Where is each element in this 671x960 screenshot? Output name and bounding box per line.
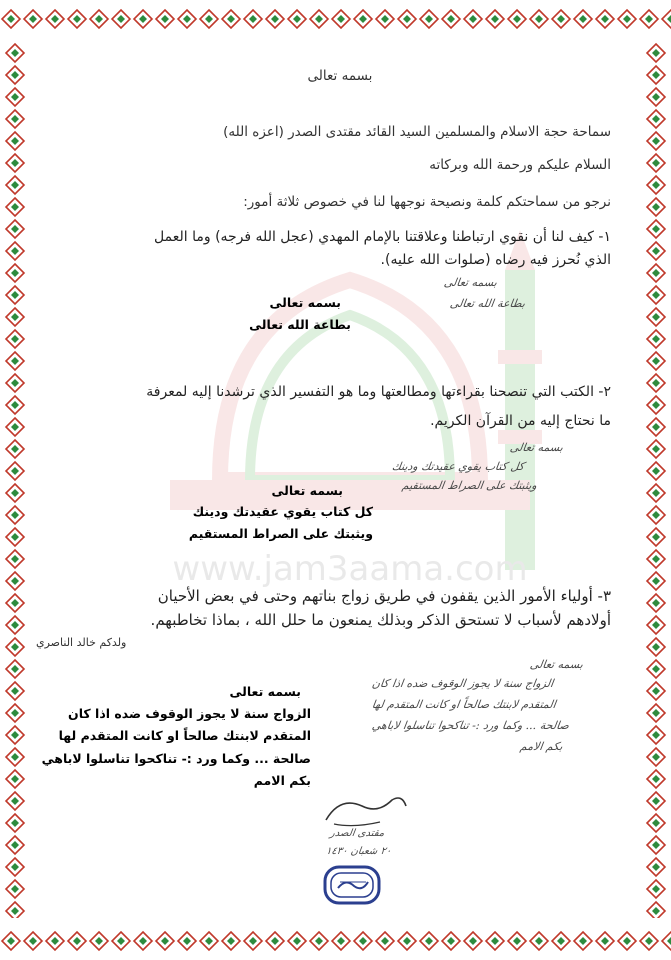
border-ornament xyxy=(244,10,262,28)
border-ornament xyxy=(6,44,24,62)
border-ornament xyxy=(420,932,438,950)
border-ornament xyxy=(647,88,665,106)
handwritten-answer-3-line-1: بسمه تعالى xyxy=(529,658,584,671)
border-ornament xyxy=(6,374,24,392)
border-ornament xyxy=(244,932,262,950)
border-ornament xyxy=(647,858,665,876)
border-ornament xyxy=(662,10,671,28)
border-ornament xyxy=(6,110,24,128)
border-ornament xyxy=(442,932,460,950)
border-ornament xyxy=(222,932,240,950)
border-ornament xyxy=(6,572,24,590)
border-ornament xyxy=(647,308,665,326)
border-ornament xyxy=(6,902,24,918)
border-ornament xyxy=(647,682,665,700)
handwritten-answer-3-line-5: بكم الامم xyxy=(519,740,564,753)
border-ornament xyxy=(6,506,24,524)
border-ornament xyxy=(6,814,24,832)
border-ornament xyxy=(596,932,614,950)
border-ornament xyxy=(647,374,665,392)
border-ornament xyxy=(266,932,284,950)
border-ornament xyxy=(112,10,130,28)
letter-greeting: السلام عليكم ورحمة الله وبركاته xyxy=(429,157,611,173)
border-ornament xyxy=(24,10,42,28)
border-ornament xyxy=(288,932,306,950)
answer-2-line-1: كل كتاب يقوي عقيدتك ودينك xyxy=(192,504,373,519)
office-stamp xyxy=(322,864,382,906)
border-ornament xyxy=(6,484,24,502)
border-ornament xyxy=(6,330,24,348)
border-ornament xyxy=(6,550,24,568)
border-ornament xyxy=(508,10,526,28)
border-ornament xyxy=(6,682,24,700)
border-ornament xyxy=(596,10,614,28)
border-ornament xyxy=(68,10,86,28)
border-ornament xyxy=(618,932,636,950)
border-ornament xyxy=(647,66,665,84)
border-ornament xyxy=(464,10,482,28)
border-ornament xyxy=(6,726,24,744)
border-ornament xyxy=(530,932,548,950)
border-ornament xyxy=(46,10,64,28)
border-ornament xyxy=(6,440,24,458)
answer-1-title: بسمه تعالى xyxy=(269,295,341,310)
border-ornament xyxy=(2,10,20,28)
border-ornament xyxy=(398,932,416,950)
handwritten-answer-3-line-4: صالحة ... وكما ورد :- تناكحوا تناسلوا لاباهي xyxy=(371,719,570,732)
handwritten-answer-1-line-2: بطاعة الله تعالى xyxy=(449,297,526,310)
border-ornament xyxy=(6,418,24,436)
border-ornament xyxy=(647,704,665,722)
border-ornament xyxy=(6,66,24,84)
border-ornament xyxy=(332,932,350,950)
border-ornament xyxy=(647,286,665,304)
question-2-line-1: ٢- الكتب التي تنصحنا بقراءتها ومطالعتها وما هو التفسير الذي ترشدنا إليه لمعرفة xyxy=(146,384,611,400)
border-ornament xyxy=(310,932,328,950)
border-ornament xyxy=(6,198,24,216)
border-ornament xyxy=(134,932,152,950)
border-ornament xyxy=(647,352,665,370)
question-1-line-2: الذي نُحرز فيه رضاه (صلوات الله عليه). xyxy=(380,252,611,268)
border-ornament xyxy=(6,88,24,106)
border-ornament xyxy=(647,462,665,480)
border-ornament xyxy=(647,902,665,918)
border-ornament xyxy=(647,176,665,194)
answer-2-title: بسمه تعالى xyxy=(271,483,343,498)
border-ornament xyxy=(662,932,671,950)
border-ornament xyxy=(530,10,548,28)
answer-3-line-2: المتقدم لابنتك صالحاً او كانت المتقدم لها xyxy=(58,728,311,743)
border-ornament xyxy=(6,616,24,634)
border-ornament xyxy=(618,10,636,28)
decorative-border-right xyxy=(641,42,671,918)
answer-3-line-3: صالحة ... وكما ورد :- تناكحوا تناسلوا لاباهي xyxy=(41,751,311,766)
border-ornament xyxy=(266,10,284,28)
border-ornament xyxy=(552,932,570,950)
border-ornament xyxy=(332,10,350,28)
border-ornament xyxy=(6,594,24,612)
border-ornament xyxy=(647,660,665,678)
border-ornament xyxy=(134,10,152,28)
border-ornament xyxy=(640,932,658,950)
border-ornament xyxy=(222,10,240,28)
border-ornament xyxy=(647,242,665,260)
border-ornament xyxy=(647,418,665,436)
border-ornament xyxy=(647,638,665,656)
border-ornament xyxy=(640,10,658,28)
border-ornament xyxy=(24,932,42,950)
border-ornament xyxy=(6,836,24,854)
border-ornament xyxy=(647,594,665,612)
handwritten-answer-3-line-3: المتقدم لابنتك صالحاً او كانت المتقدم لها xyxy=(371,698,557,711)
border-ornament xyxy=(647,572,665,590)
signature-date: ٢٠ شعبان ١٤٣٠ xyxy=(325,846,392,857)
answer-3-line-4: بكم الامم xyxy=(253,773,311,788)
border-ornament xyxy=(647,770,665,788)
border-ornament xyxy=(46,932,64,950)
border-ornament xyxy=(647,814,665,832)
border-ornament xyxy=(647,748,665,766)
border-ornament xyxy=(6,396,24,414)
answer-3-title: بسمه تعالى xyxy=(229,684,301,699)
border-ornament xyxy=(354,10,372,28)
border-ornament xyxy=(647,616,665,634)
border-ornament xyxy=(647,110,665,128)
border-ornament xyxy=(552,10,570,28)
border-ornament xyxy=(6,660,24,678)
border-ornament xyxy=(647,264,665,282)
border-ornament xyxy=(647,880,665,898)
answer-2-line-2: ويثبتك على الصراط المستقيم xyxy=(188,526,373,541)
border-ornament xyxy=(6,308,24,326)
border-ornament xyxy=(486,10,504,28)
border-ornament xyxy=(647,440,665,458)
border-ornament xyxy=(647,330,665,348)
border-ornament xyxy=(6,770,24,788)
border-ornament xyxy=(68,932,86,950)
border-ornament xyxy=(647,836,665,854)
border-ornament xyxy=(647,528,665,546)
border-ornament xyxy=(6,286,24,304)
border-ornament xyxy=(647,44,665,62)
question-2-line-2: ما نحتاج إليه من القرآن الكريم. xyxy=(430,413,611,429)
border-ornament xyxy=(647,220,665,238)
border-ornament xyxy=(178,932,196,950)
border-ornament xyxy=(6,528,24,546)
border-ornament xyxy=(647,132,665,150)
border-ornament xyxy=(310,10,328,28)
border-ornament xyxy=(647,396,665,414)
handwritten-answer-2-line-1: بسمه تعالى xyxy=(509,441,564,454)
letter-intro: نرجو من سماحتكم كلمة ونصيحة نوجهها لنا في خصوص ثلاثة أمور: xyxy=(243,194,611,210)
border-ornament xyxy=(647,484,665,502)
question-1-line-1: ١- كيف لنا أن نقوي ارتباطنا وعلاقتنا بالإمام المهدي (عجل الله فرجه) وما العمل xyxy=(154,229,611,245)
border-ornament xyxy=(6,242,24,260)
border-ornament xyxy=(156,932,174,950)
border-ornament xyxy=(178,10,196,28)
border-ornament xyxy=(6,352,24,370)
border-ornament xyxy=(288,10,306,28)
border-ornament xyxy=(6,154,24,172)
border-ornament xyxy=(90,10,108,28)
border-ornament xyxy=(464,932,482,950)
border-ornament xyxy=(6,704,24,722)
border-ornament xyxy=(156,10,174,28)
decorative-border-left xyxy=(0,42,30,918)
decorative-border-bottom xyxy=(0,918,671,960)
letter-addressee: سماحة حجة الاسلام والمسلمين السيد القائد مقتدى الصدر (اعزه الله) xyxy=(223,124,611,140)
border-ornament xyxy=(200,932,218,950)
border-ornament xyxy=(647,792,665,810)
border-ornament xyxy=(647,154,665,172)
border-ornament xyxy=(6,880,24,898)
border-ornament xyxy=(6,638,24,656)
border-ornament xyxy=(6,462,24,480)
answer-3-line-1: الزواج سنة لا يجوز الوقوف ضده اذا كان xyxy=(68,706,311,721)
border-ornament xyxy=(647,198,665,216)
border-ornament xyxy=(2,932,20,950)
handwritten-answer-2-line-3: ويثبتك على الصراط المستقيم xyxy=(401,479,538,492)
border-ornament xyxy=(6,220,24,238)
border-ornament xyxy=(574,10,592,28)
signature-name: مقتدى الصدر xyxy=(329,828,386,839)
border-ornament xyxy=(647,550,665,568)
border-ornament xyxy=(420,10,438,28)
border-ornament xyxy=(6,858,24,876)
border-ornament xyxy=(574,932,592,950)
letter-sender: ولدكم خالد الناصري xyxy=(36,636,127,649)
border-ornament xyxy=(112,932,130,950)
border-ornament xyxy=(398,10,416,28)
handwritten-answer-1-line-1: بسمه تعالى xyxy=(443,276,498,289)
watermark-url: www.jam3aama.com xyxy=(172,549,528,589)
border-ornament xyxy=(508,932,526,950)
border-ornament xyxy=(6,264,24,282)
border-ornament xyxy=(486,932,504,950)
border-ornament xyxy=(90,932,108,950)
border-ornament xyxy=(6,748,24,766)
handwritten-answer-2-line-2: كل كتاب يقوي عقيدتك ودينك xyxy=(391,460,526,473)
border-ornament xyxy=(6,176,24,194)
question-3-line-1: ٣- أولياء الأمور الذين يقفون في طريق زواج بناتهم وحتى في بعض الأحيان xyxy=(157,587,611,605)
letter-basmala: بسمه تعالى xyxy=(307,68,373,84)
border-ornament xyxy=(376,932,394,950)
signature xyxy=(320,792,410,832)
border-ornament xyxy=(376,10,394,28)
handwritten-answer-3-line-2: الزواج سنة لا يجوز الوقوف ضده اذا كان xyxy=(371,677,555,690)
border-ornament xyxy=(6,792,24,810)
border-ornament xyxy=(354,932,372,950)
answer-1-body: بطاعة الله تعالى xyxy=(249,317,351,332)
decorative-border-top xyxy=(0,0,671,42)
border-ornament xyxy=(442,10,460,28)
border-ornament xyxy=(647,726,665,744)
border-ornament xyxy=(200,10,218,28)
question-3-line-2: أولادهم لأسباب لا تستحق الذكر وبذلك يمنعون ما حلل الله ، بماذا تخاطبهم. xyxy=(150,611,611,629)
border-ornament xyxy=(647,506,665,524)
border-ornament xyxy=(6,132,24,150)
